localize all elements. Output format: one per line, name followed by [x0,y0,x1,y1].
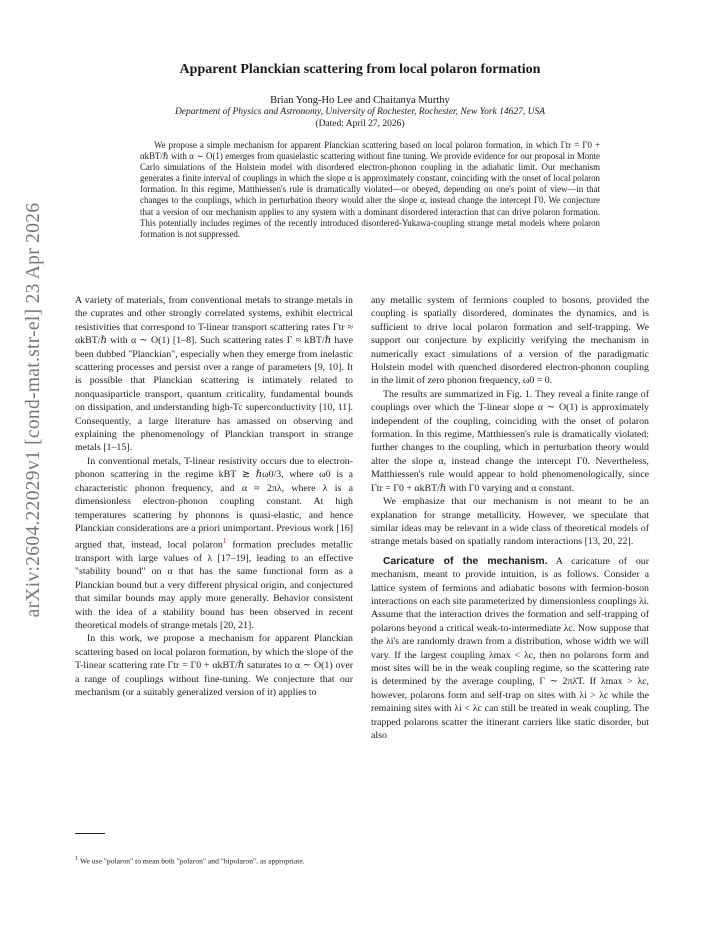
intro-paragraph-2-part-b: formation precludes metallic transport with large values of λ [17–19], leading to an effective "stability bound" on α that has the same functional form as a Planckian bound but a very different physical origin, and conjectured that similar bounds may apply more generally. Behavior consistent with the idea of a stability bound has been observed in recent theoretical models of strange metals [20, 21]. [75,539,353,632]
section-caricature [371,555,649,743]
body-paragraph-2: The results are summarized in Fig. 1. They reveal a finite range of couplings over which the T-linear slope α ∼ O(1) is approximately independent of the coupling, coinciding with the onset of polaron formation. In this regime, Matthiessen's rule is dramatically violated: further changes to the coupling, which in perturbation theory would alter the slope α, instead change the intercept Γ0. Nevertheless, Matthiessen's rule would appear to hold phenomenologically, since Γtr = Γ0 + αkBT/ℏ with Γ0 varying and α constant. [371,388,649,494]
affiliation: Department of Physics and Astronomy, University of Rochester, Rochester, New York 14627, USA [174,107,546,117]
abstract: We propose a simple mechanism for apparent Planckian scattering based on local polaron formation, in which Γtr = Γ0 + αkBT/ℏ with α ∼ O(1) emerges from quasielastic scattering without fine tuning. We provide evidence for our proposal in Monte Carlo simulations of the Holstein model with disordered electron-phonon coupling in the adiabatic limit. Our mechanism generates a finite interval of couplings in which the slope α is approximately constant, coinciding with the onset of local polaron formation. In this regime, Matthiessen's rule is dramatically violated—or obeyed, depending on one's point of view—in that changes to the couplings, which in perturbation theory would alter the slope α, instead change the intercept Γ0. We conjecture that a version of our mechanism applies to any system with a dominant disordered interaction that can drive polaron formation. This potentially includes regimes of the recently introduced disordered-Yukawa-coupling strange metal models where polaron formation is not suppressed. [140,140,600,239]
intro-paragraph-1: A variety of materials, from conventional metals to strange metals in the cuprates and other strongly correlated systems, exhibit electrical resistivities that correspond to T-linear transport scattering rates Γtr ≈ αkBT/ℏ with α ∼ O(1) [1–8]. Such scattering rates Γ ≈ kBT/ℏ have been dubbed "Planckian", especially when they emerge from inelastic scattering processes and persist over a range of parameters [9, 10]. It is possible that Planckian scattering is intimately related to nonquasiparticle transport, quantum criticality, fundamental bounds on dissipation, and understanding high-Tc superconductivity [10, 11]. Consequently, a large literature has amassed on observing and explaining the phenomenology of Planckian transport in strange metals [1–15]. [75,295,353,454]
arxiv-sidebar [14,130,54,690]
footnote-marker[interactable]: 1 [222,537,227,546]
footnote [75,854,353,866]
date-line: (Dated: April 27, 2026) [315,119,405,129]
paper-title: Apparent Planckian scattering from local polaron formation [179,62,541,77]
body-paragraph-3: We emphasize that our mechanism is not meant to be an explanation for strange metallicity. However, we speculate that similar ideas may be relevant in a wide class of theoretical models of strange metals based on spatially random interactions [13, 20, 22]. [371,496,649,548]
footnote-number: 1 [75,855,79,862]
authors: Brian Yong-Ho Lee and Chaitanya Murthy [270,95,450,106]
right-column [371,294,649,742]
section-heading: Caricature of the mechanism. [383,555,548,567]
arxiv-identifier: arXiv:2604.22029v1 [cond-mat.str-el] 23 Apr 2026 [23,202,44,618]
intro-paragraph-2 [75,455,353,633]
body-paragraph-1: any metallic system of fermions coupled to bosons, provided the coupling is spatially disordered, dominates the dynamics, and is sufficient to drive local polaron formation and self-trapping. We support our conjecture by explicitly verifying the mechanism in numerically exact simulations of a version of the paradigmatic Holstein model with quenched disordered electron-phonon coupling in the limit of zero phonon frequency, ω0 = 0. [371,295,649,387]
footnote-text: We use "polaron" to mean both "polaron" and "bipolaron", as appropriate. [79,856,305,866]
section-paragraph: A caricature of our mechanism, meant to provide intuition, is as follows. Consider a lattice system of fermions and adiabatic bosons with fermion-boson interactions on each site parameterized by dimensionless couplings λi. Assume that the interaction drives the formation and self-trapping of polarons beyond a critical weak-to-intermediate λc. Now suppose that the λi's are randomly drawn from a distribution, whose width we will vary. If the largest coupling λmax < λc, then no polarons form and most sites will be in the weak coupling regime, so the scattering rate is determined by the average coupling, Γ ∼ 2πλ̄T. If λmax > λc, however, polarons form and self-trap on sites with λi > λc while the remaining sites with λi < λc can still be treated in weak coupling. The trapped polarons scatter the itinerant carriers like static disorder, but also [371,555,649,741]
intro-paragraph-2-part-a: In conventional metals, T-linear resistivity occurs due to electron-phonon scattering in the regime kBT ≳ ℏω0/3, where ω0 is a characteristic phonon frequency, and α ≈ 2πλ, where λ is a dimensionless electron-phonon coupling constant. At high temperatures scattering by phonons is quasi-elastic, and hence Planckian considerations are a priori unimportant. Previous work [16] argued that, instead, local polaron [75,455,353,551]
intro-paragraph-3: In this work, we propose a mechanism for apparent Planckian scattering based on local polaron formation, by which the slope of the T-linear scattering rate Γtr = Γ0 + αkBT/ℏ saturates to α ∼ O(1) over a range of couplings without fine-tuning. We conjecture that our mechanism (or a suitably generalized version of it) applies to [75,633,353,699]
left-column [75,294,353,699]
footnote-rule [75,833,105,834]
